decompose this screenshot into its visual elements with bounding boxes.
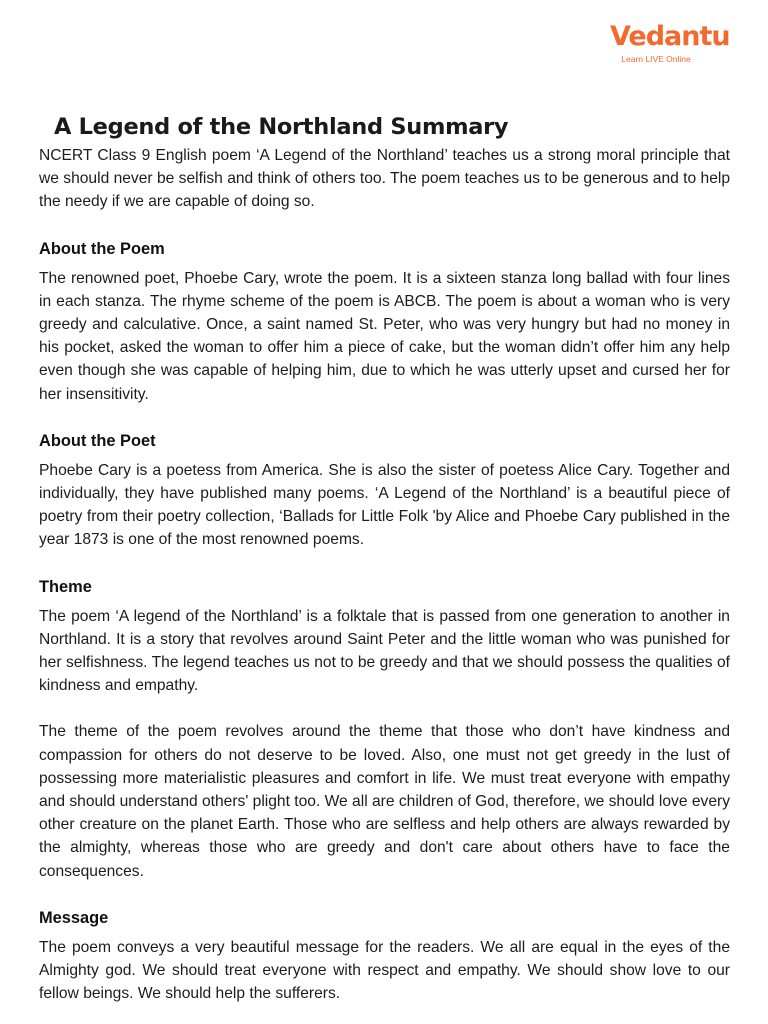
logo-wordmark: Vedantu — [610, 21, 730, 52]
about-poem-heading: About the Poem — [39, 239, 165, 258]
about-poet-paragraph: Phoebe Cary is a poetess from America. She is also the sister of poetess Alice Cary. Together and individually, they have published many poems. ‘A Legend of the Northland’ is a beautiful piece of poetry from their poetry collection, ‘Ballads for Little Folk 'by Alice and Phoebe Cary published in the year 1873 is one of the most renowned poems. — [39, 461, 730, 549]
about-poet-heading: About the Poet — [39, 431, 156, 450]
about-poem-paragraph: The renowned poet, Phoebe Cary, wrote the poem. It is a sixteen stanza long ballad with four lines in each stanza. The rhyme scheme of the poem is ABCB. The poem is about a woman who is very greedy and calculative. Once, a saint named St. Peter, who was very hungry but had no money in his pocket, asked the woman to offer him a piece of cake, but the woman didn’t offer him any help even though she was capable of helping him, due to which he was utterly upset and cursed her for her insensitivity. — [39, 269, 730, 403]
page-title: A Legend of the Northland Summary — [54, 114, 509, 140]
message-paragraph: The poem conveys a very beautiful message for the readers. We all are equal in the eyes of the Almighty god. We should treat everyone with respect and empathy. We should show love to our fellow beings. We should help the sufferers. — [39, 938, 730, 1003]
theme-heading: Theme — [39, 577, 92, 596]
document-body — [39, 144, 730, 1005]
vedantu-logo — [610, 21, 730, 65]
theme-paragraph-2: The theme of the poem revolves around the theme that those who don’t have kindness and compassion for others do not deserve to be loved. Also, one must not get greedy in the lust of possessing more materialistic pleasures and comfort in life. We must treat everyone with empathy and should understand others' plight too. We all are children of God, therefore, we should love every other creature on the planet Earth. Those who are selfless and help others are always rewarded by the almighty, whereas those who are greedy and don't care about others have to face the consequences. — [39, 723, 730, 880]
theme-paragraph-1: The poem ‘A legend of the Northland’ is a folktale that is passed from one generation to another in Northland. It is a story that revolves around Saint Peter and the little woman who was punished for her selfishness. The legend teaches us not to be greedy and that we should possess the qualities of kindness and empathy. — [39, 607, 730, 695]
intro-paragraph: NCERT Class 9 English poem ‘A Legend of the Northland’ teaches us a strong moral principle that we should never be selfish and think of others too. The poem teaches us to be generous and to help the needy if we are capable of doing so. — [39, 147, 730, 211]
logo-tagline: Learn LIVE Online — [621, 54, 691, 64]
message-heading: Message — [39, 908, 109, 927]
